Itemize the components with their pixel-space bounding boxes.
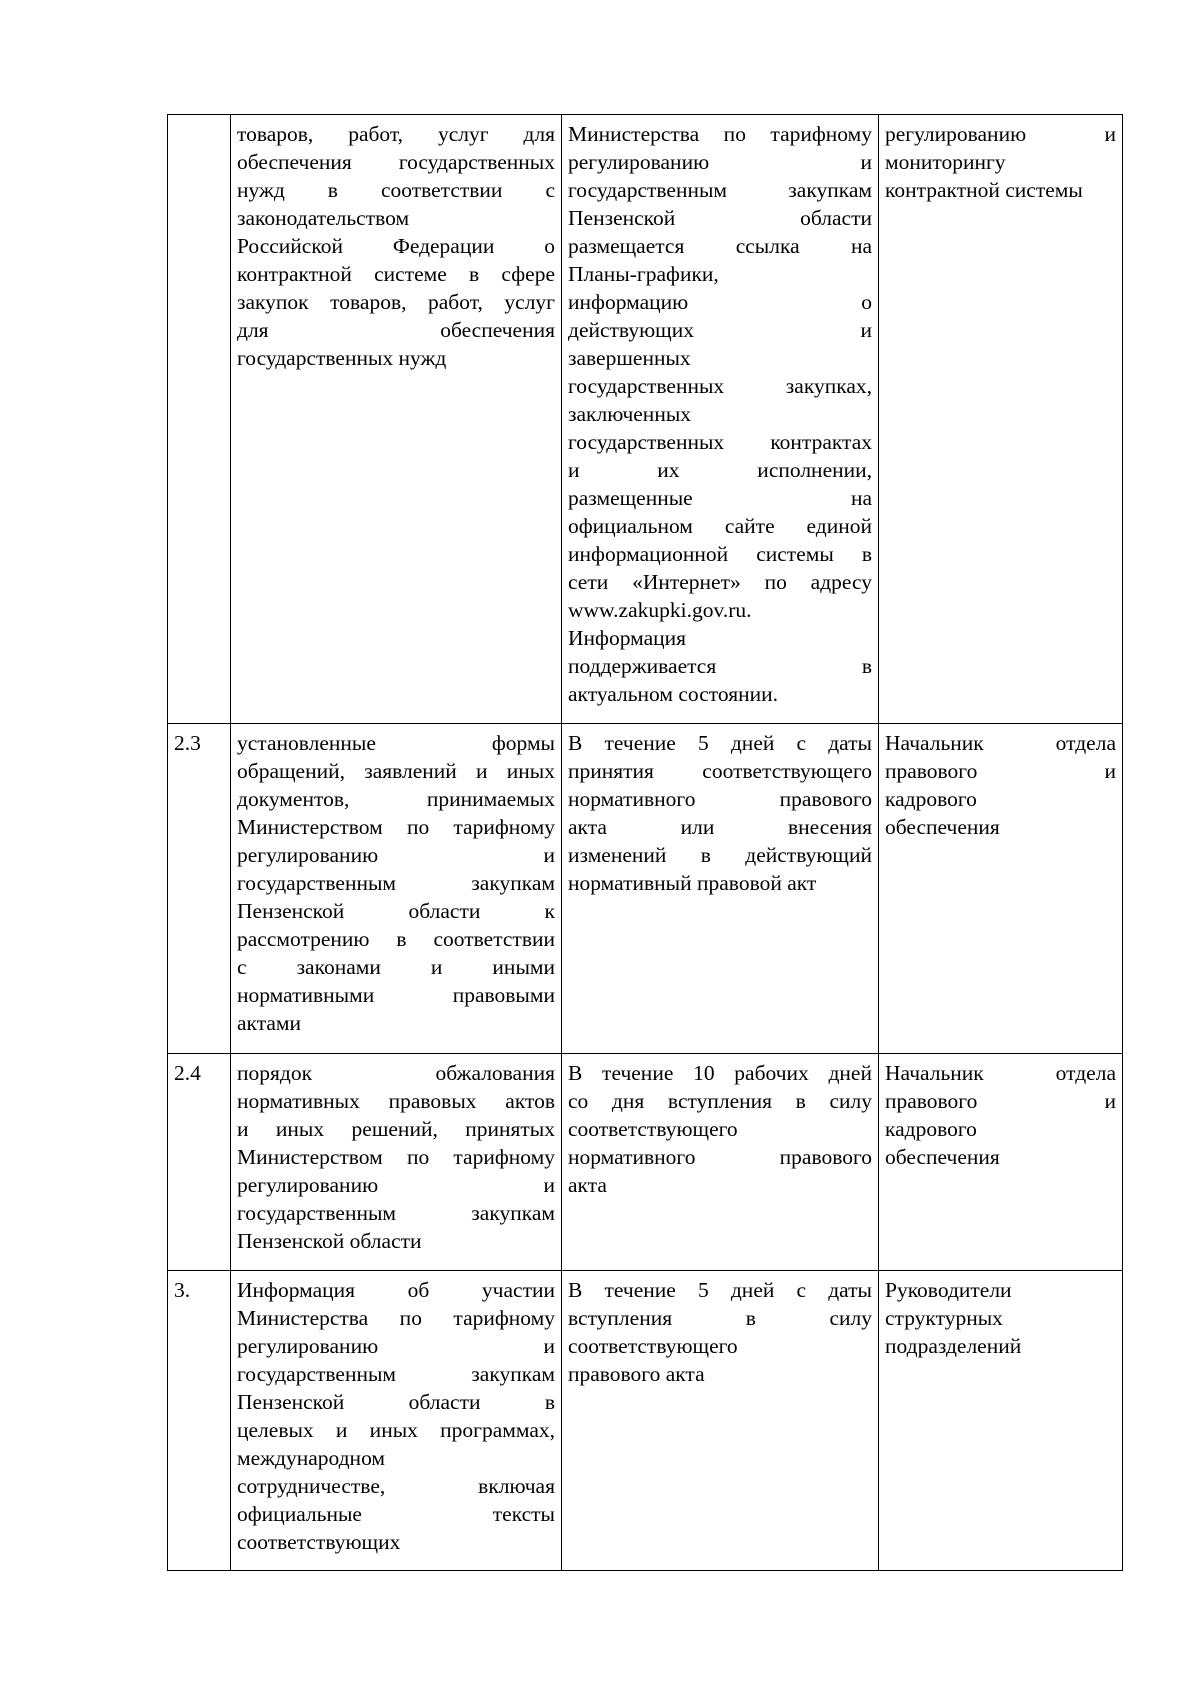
cell-text-line: вступления в силу xyxy=(568,1306,872,1330)
cell-text-line: государственным закупкам xyxy=(237,1362,555,1386)
cell-text-line: для обеспечения xyxy=(237,318,555,342)
cell-text-line: регулированию и xyxy=(568,150,872,174)
cell-text-line: нормативный правовой акт xyxy=(568,871,817,895)
cell-text-line: Министерства по тарифному xyxy=(568,122,872,146)
cell-text-line: Пензенской области xyxy=(568,206,872,230)
cell-text-line: Планы-графики, xyxy=(568,262,719,286)
cell-text-line: Информация xyxy=(568,626,687,650)
cell-text-line: закупок товаров, работ, услуг xyxy=(237,290,555,314)
cell-text-line: Руководители xyxy=(885,1278,1012,1302)
cell-text-line: структурных xyxy=(885,1306,1003,1330)
cell-text-line: Пензенской области к xyxy=(237,899,555,923)
cell-text-line: государственных закупках, xyxy=(568,374,872,398)
term-cell xyxy=(562,115,879,724)
cell-text-line: В течение 10 рабочих дней xyxy=(568,1061,872,1085)
cell-text-line: акта xyxy=(568,1173,607,1197)
term-cell xyxy=(562,1271,879,1571)
cell-text-line: правового и xyxy=(885,759,1116,783)
disclosure-table xyxy=(167,114,1123,1571)
cell-text-line: актуальном состоянии. xyxy=(568,682,778,706)
cell-text-line: нормативных правовых актов xyxy=(237,1089,555,1113)
cell-text-line: мониторингу xyxy=(885,150,1006,174)
content-cell xyxy=(231,1054,562,1271)
table-row xyxy=(168,1054,1123,1271)
cell-text-line: регулированию и xyxy=(237,1334,555,1358)
cell-text-line: контрактной системе в сфере xyxy=(237,262,555,286)
cell-text-line: с законами и иными xyxy=(237,955,555,979)
cell-text-line: В течение 5 дней с даты xyxy=(568,1278,872,1302)
cell-text-line: Российской Федерации о xyxy=(237,234,555,258)
table-row xyxy=(168,1271,1123,1571)
cell-text-line: поддерживается в xyxy=(568,654,872,678)
cell-text-line: информацию о xyxy=(568,290,872,314)
cell-text-line: информационной системы в xyxy=(568,542,872,566)
responsible-cell xyxy=(879,724,1123,1054)
cell-text-line: законодательством xyxy=(237,206,410,230)
cell-text-line: регулированию и xyxy=(237,1173,555,1197)
cell-text-line: www.zakupki.gov.ru. xyxy=(568,598,752,622)
cell-text-line: товаров, работ, услуг для xyxy=(237,122,555,146)
term-cell xyxy=(562,1054,879,1271)
cell-text-line: актами xyxy=(237,1011,302,1035)
cell-text-line: целевых и иных программах, xyxy=(237,1418,555,1442)
cell-text-line: размещенные на xyxy=(568,486,872,510)
cell-text-line: Пензенской области xyxy=(237,1229,422,1253)
term-cell xyxy=(562,724,879,1054)
responsible-cell xyxy=(879,115,1123,724)
cell-text-line: обращений, заявлений и иных xyxy=(237,759,555,783)
cell-text-line: нормативными правовыми xyxy=(237,983,555,1007)
cell-text-line: обеспечения государственных xyxy=(237,150,555,174)
cell-text-line: обеспечения xyxy=(885,1145,1000,1169)
responsible-cell xyxy=(879,1054,1123,1271)
cell-text-line: соответствующего xyxy=(568,1334,738,1358)
cell-text-line: акта или внесения xyxy=(568,815,872,839)
table-row xyxy=(168,115,1123,724)
cell-text-line: регулированию и xyxy=(237,843,555,867)
cell-text-line: правового акта xyxy=(568,1362,705,1386)
cell-text-line: официальные тексты xyxy=(237,1502,555,1526)
cell-text-line: государственным закупкам xyxy=(568,178,872,202)
cell-text-line: размещается ссылка на xyxy=(568,234,872,258)
cell-text-line: рассмотрению в соответствии xyxy=(237,927,555,951)
row-number-text: 2.4 xyxy=(174,1061,201,1085)
cell-text-line: контрактной системы xyxy=(885,178,1083,202)
row-number xyxy=(168,1271,231,1571)
cell-text-line: В течение 5 дней с даты xyxy=(568,731,872,755)
cell-text-line: государственных контрактах xyxy=(568,430,872,454)
cell-text-line: заключенных xyxy=(568,402,692,426)
cell-text-line: государственных нужд xyxy=(237,346,447,370)
cell-text-line: официальном сайте единой xyxy=(568,514,872,538)
cell-text-line: подразделений xyxy=(885,1334,1022,1358)
cell-text-line: кадрового xyxy=(885,1117,977,1141)
cell-text-line: изменений в действующий xyxy=(568,843,872,867)
row-number-text: 3. xyxy=(174,1278,191,1302)
cell-text-line: нормативного правового xyxy=(568,1145,872,1169)
cell-text-line: со дня вступления в силу xyxy=(568,1089,872,1113)
cell-text-line: сотрудничестве, включая xyxy=(237,1474,555,1498)
cell-text-line: государственным закупкам xyxy=(237,871,555,895)
cell-text-line: международном xyxy=(237,1446,386,1470)
table-row xyxy=(168,724,1123,1054)
cell-text-line: кадрового xyxy=(885,787,977,811)
cell-text-line: регулированию и xyxy=(885,122,1116,146)
row-number xyxy=(168,115,231,724)
content-cell xyxy=(231,724,562,1054)
cell-text-line: Начальник отдела xyxy=(885,1061,1116,1085)
cell-text-line: нужд в соответствии с xyxy=(237,178,555,202)
cell-text-line: и иных решений, принятых xyxy=(237,1117,555,1141)
row-number xyxy=(168,1054,231,1271)
cell-text-line: правового и xyxy=(885,1089,1116,1113)
responsible-cell xyxy=(879,1271,1123,1571)
cell-text-line: установленные формы xyxy=(237,731,555,755)
content-cell xyxy=(231,1271,562,1571)
cell-text-line: Министерства по тарифному xyxy=(237,1306,555,1330)
cell-text-line: соответствующего xyxy=(568,1117,738,1141)
cell-text-line: Пензенской области в xyxy=(237,1390,555,1414)
cell-text-line: Информация об участии xyxy=(237,1278,555,1302)
cell-text-line: документов, принимаемых xyxy=(237,787,555,811)
cell-text-line: обеспечения xyxy=(885,815,1000,839)
cell-text-line: государственным закупкам xyxy=(237,1201,555,1225)
row-number-text: 2.3 xyxy=(174,731,201,755)
content-cell xyxy=(231,115,562,724)
cell-text-line: порядок обжалования xyxy=(237,1061,555,1085)
cell-text-line: нормативного правового xyxy=(568,787,872,811)
row-number xyxy=(168,724,231,1054)
cell-text-line: и их исполнении, xyxy=(568,458,872,482)
cell-text-line: соответствующих xyxy=(237,1530,401,1554)
cell-text-line: принятия соответствующего xyxy=(568,759,872,783)
table-body xyxy=(168,115,1123,1571)
cell-text-line: завершенных xyxy=(568,346,691,370)
cell-text-line: сети «Интернет» по адресу xyxy=(568,570,872,594)
cell-text-line: Министерством по тарифному xyxy=(237,1145,555,1169)
cell-text-line: действующих и xyxy=(568,318,872,342)
cell-text-line: Начальник отдела xyxy=(885,731,1116,755)
cell-text-line: Министерством по тарифному xyxy=(237,815,555,839)
